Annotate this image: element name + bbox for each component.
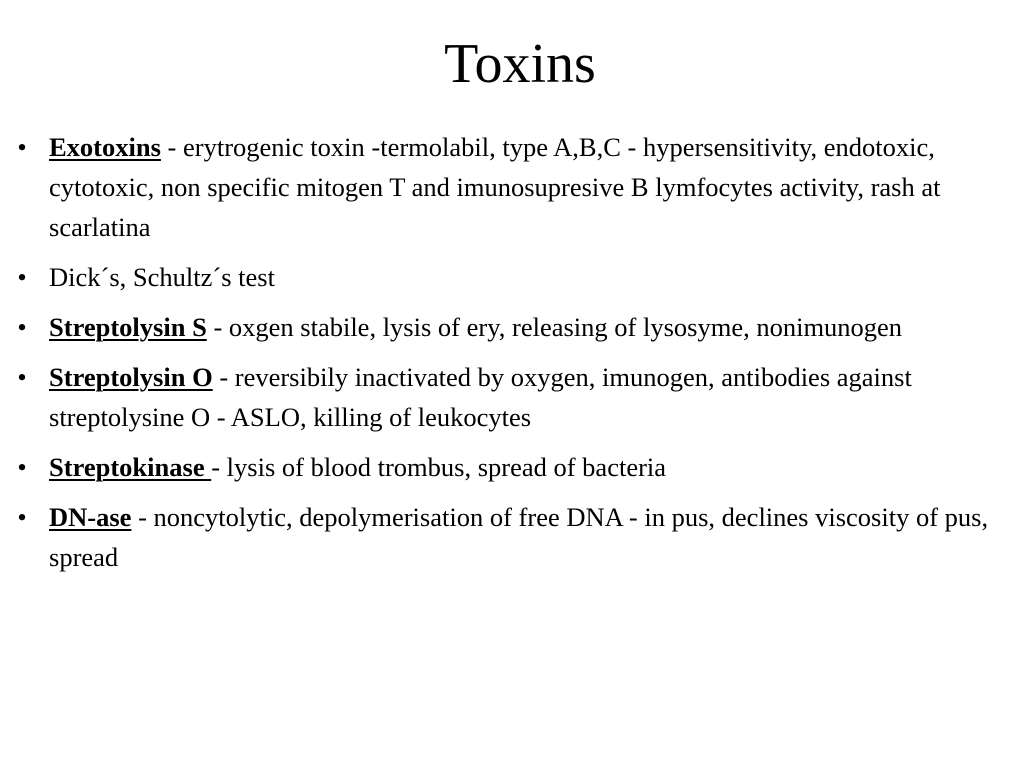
bullet-term: Streptokinase xyxy=(49,452,212,482)
bullet-term: DN-ase xyxy=(49,502,132,532)
bullet-item-streptolysin-s xyxy=(12,307,1002,347)
bullet-icon: • xyxy=(17,362,27,392)
bullet-term: Streptolysin O xyxy=(49,362,213,392)
bullet-text: Dick´s, Schultz´s test xyxy=(49,262,275,292)
bullet-icon: • xyxy=(17,452,27,482)
bullet-icon: • xyxy=(17,502,27,532)
bullet-item-streptolysin-o xyxy=(12,357,1002,437)
bullet-item-exotoxins xyxy=(12,127,1002,247)
bullet-list xyxy=(12,127,1002,587)
bullet-icon: • xyxy=(17,262,27,292)
bullet-icon: • xyxy=(17,132,27,162)
bullet-text: - oxgen stabile, lysis of ery, releasing of lysosyme, nonimunogen xyxy=(206,312,903,342)
bullet-text: - erytrogenic toxin -termolabil, type A,B,C - hypersensitivity, endotoxic, cytotoxic, non specific mitogen T and imunosupresive B lymfocytes activity, rash at scarlatina xyxy=(49,132,941,242)
bullet-term: Streptolysin S xyxy=(49,312,207,342)
bullet-text: - reversibily inactivated by oxygen, imunogen, antibodies against streptolysine O - ASLO, killing of leukocytes xyxy=(49,362,912,432)
slide-title: Toxins xyxy=(444,33,596,95)
bullet-text: - lysis of blood trombus, spread of bacteria xyxy=(211,452,667,482)
bullet-icon: • xyxy=(17,312,27,342)
bullet-term: Exotoxins xyxy=(49,132,161,162)
bullet-text: - noncytolytic, depolymerisation of free DNA - in pus, declines viscosity of pus, spread xyxy=(49,502,989,572)
bullet-item-streptokinase xyxy=(12,447,1002,487)
bullet-item-tests xyxy=(12,257,1002,297)
bullet-item-dn-ase xyxy=(12,497,1002,577)
